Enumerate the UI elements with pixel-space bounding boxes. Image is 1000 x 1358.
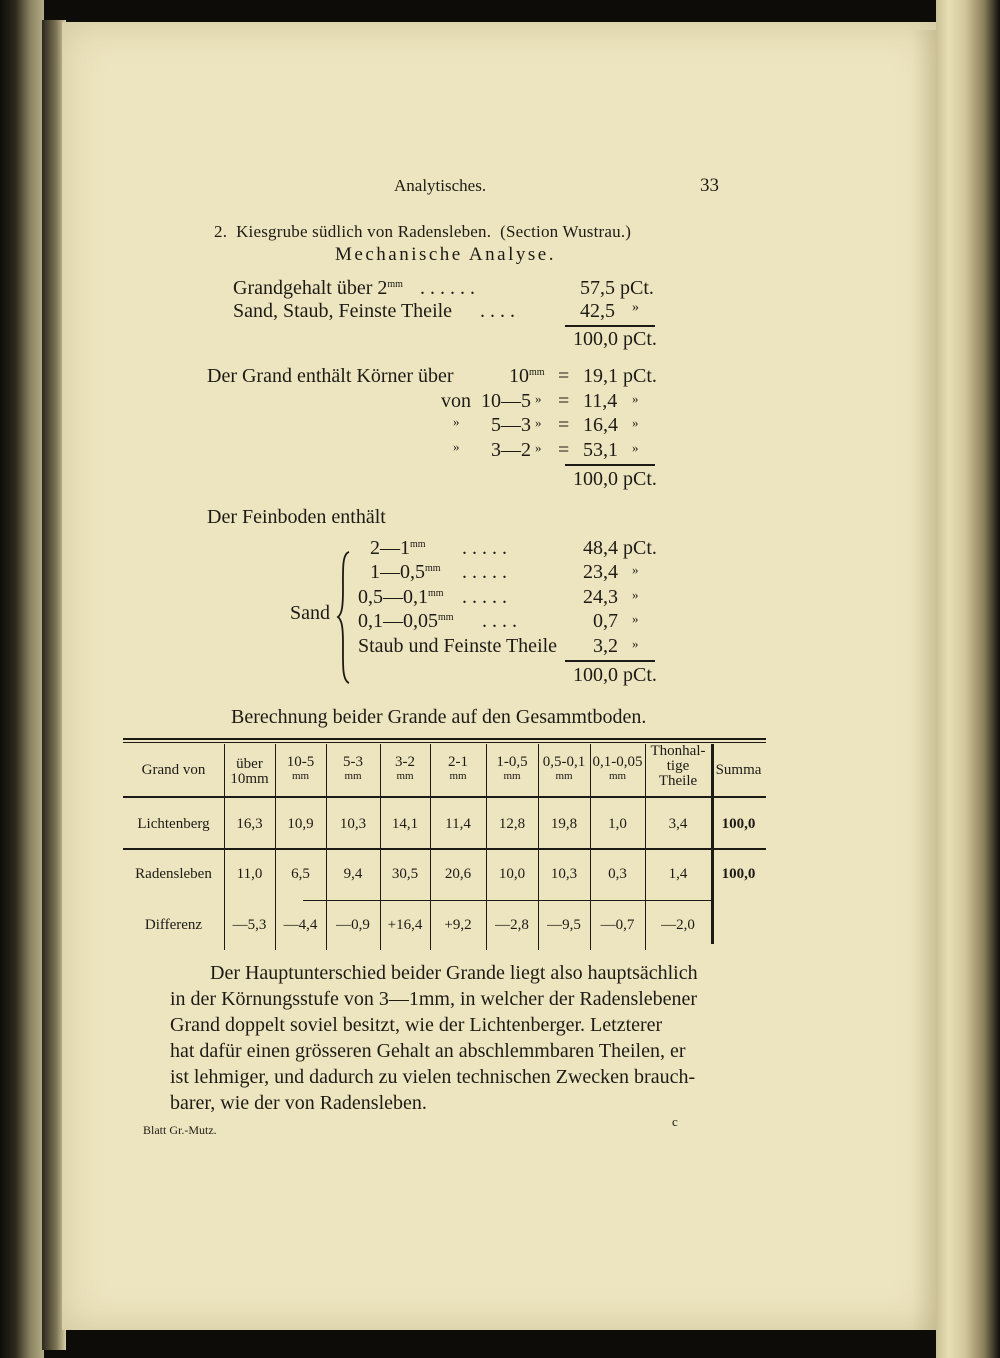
table-value-cell: 16,3 [236, 816, 263, 832]
grand-row-range: 10—5 [481, 390, 531, 412]
sum-rule [565, 464, 655, 466]
grand-row-eq: = [558, 390, 570, 412]
ditto-mark: » [632, 562, 639, 577]
table-value-cell: 1,0 [608, 816, 627, 832]
fein-total: 100,0 pCt. [573, 664, 657, 686]
table-header-cell: 3-2 mm [395, 754, 415, 782]
fein-row-value: 48,4 pCt. [583, 537, 657, 559]
page-edge-right [936, 0, 1000, 1358]
ditto-mark: » [632, 300, 639, 315]
grand-total: 100,0 pCt. [573, 468, 657, 490]
ditto-mark: » [535, 440, 542, 455]
ditto-mark: » [632, 636, 639, 651]
table-caption: Berechnung beider Grande auf den Gesammtboden. [231, 706, 647, 728]
mech-total: 100,0 pCt. [573, 328, 657, 350]
page-number: 33 [700, 175, 719, 196]
mech-dots: . . . . . . [420, 277, 475, 299]
grand-row-value: 53,1 [583, 439, 618, 461]
running-title: Analytisches. [394, 176, 487, 195]
table-value-cell: —0,9 [336, 917, 370, 933]
table-value-cell: 1,4 [668, 866, 688, 882]
ditto-mark: » [632, 391, 639, 406]
table-value-cell: +16,4 [387, 917, 423, 933]
grand-row-prefix: » [453, 414, 460, 429]
conclusion-paragraph [170, 960, 722, 1116]
paragraph-line: Der Hauptunterschied beider Grande liegt also hauptsächlich [210, 962, 698, 984]
fein-row-dots: . . . . [482, 610, 517, 632]
table-value-cell: —4,4 [283, 917, 318, 933]
grand-row-eq: = [558, 414, 570, 436]
table-value-cell: 12,8 [498, 816, 526, 832]
table-value-cell: 10,9 [287, 816, 314, 832]
grand-row-eq: = [558, 365, 570, 387]
fein-row-dots: . . . . . [462, 537, 507, 559]
ditto-mark: » [632, 440, 639, 455]
grand-row-value: 11,4 [583, 390, 618, 412]
table-value-cell: —5,3 [232, 917, 267, 933]
paragraph-line: barer, wie der von Radensleben. [170, 1092, 427, 1114]
paragraph-line: in der Körnungsstufe von 3—1mm, in welcher der Radenslebener [170, 988, 698, 1010]
table-header-cell: Thonhal- tige Theile [650, 743, 706, 789]
table-header-cell: 0,1-0,05 mm [592, 754, 643, 782]
grand-row-eq: = [558, 439, 570, 461]
fein-row-range: $0,5—0,1^{mm}$ [358, 586, 444, 608]
fein-row-value: 23,4 [583, 561, 618, 583]
printer-signature: c [672, 1114, 678, 1129]
table-value-cell: —0,7 [600, 917, 635, 933]
table-value-cell: 10,3 [339, 816, 367, 832]
left-page-edge [0, 0, 44, 1358]
fein-row-range: $2—1^{mm}$ [370, 537, 426, 559]
table-value-cell: —9,5 [547, 917, 581, 933]
table-value-cell: 19,8 [550, 816, 578, 832]
fein-row-value: 3,2 [593, 635, 618, 657]
table-value-cell: 11,0 [236, 866, 263, 882]
fein-row-range: $0,1—0,05^{mm}$ [358, 610, 454, 632]
fein-row-value: 24,3 [583, 586, 618, 608]
table-value-cell: 100,0 [721, 816, 756, 832]
mech-value-grand: 57,5 pCt. [580, 277, 654, 299]
grand-row-prefix: » [453, 439, 460, 454]
table-value-cell: 6,5 [291, 866, 310, 882]
table-value-cell: 10,0 [498, 866, 526, 882]
table-value-cell: 30,5 [391, 866, 419, 882]
grand-row-value: 16,4 [583, 414, 618, 436]
sand-label: Sand [290, 602, 330, 624]
mech-row-sand: Sand, Staub, Feinste Theile [233, 300, 453, 322]
fein-row-dots: . . . . . [462, 561, 507, 583]
grand-row-range: $10^{mm}$ [509, 365, 545, 387]
sum-rule [565, 660, 655, 662]
section-subtitle: Mechanische Analyse. [335, 244, 556, 265]
ditto-mark: » [535, 415, 542, 430]
table-value-cell: 11,4 [445, 816, 471, 832]
ditto-mark: » [535, 391, 542, 406]
table-header-cell: 5-3 mm [343, 754, 363, 782]
mech-row-grand: Grandgehalt über $2^{mm}$ [233, 277, 403, 299]
table-value-cell: 14,1 [391, 816, 419, 832]
table-value-cell: —2,0 [661, 917, 695, 933]
grand-row-value: 19,1 pCt. [583, 365, 657, 387]
mech-value-sand: 42,5 [580, 300, 615, 322]
ditto-mark: » [632, 611, 639, 626]
table-header-cell: 1-0,5 mm [496, 754, 528, 782]
table-value-cell: —2,8 [495, 917, 529, 933]
fein-intro: Der Feinboden enthält [207, 506, 386, 528]
mech-dots: . . . . [480, 300, 515, 322]
table-header-cell: 0,5-0,1 mm [542, 754, 586, 782]
paragraph-line: Grand doppelt soviel besitzt, wie der Lichtenberger. Letzterer [170, 1014, 663, 1036]
ditto-mark: » [632, 415, 639, 430]
table-header-cell: Grand von [141, 762, 206, 778]
table-row-label: Lichtenberg [137, 816, 210, 832]
table-value-cell: 20,6 [444, 866, 472, 882]
fein-row-dots: . . . . . [462, 586, 507, 608]
grand-row-range: 5—3 [491, 414, 531, 436]
paragraph-line: hat dafür einen grösseren Gehalt an abschlemmbaren Theilen, er [170, 1040, 686, 1062]
paragraph-line: ist lehmiger, und dadurch zu vielen technischen Zwecken brauch- [170, 1066, 696, 1088]
grand-row-range: 3—2 [491, 439, 531, 461]
table-value-cell: 9,4 [343, 866, 363, 882]
table-value-cell: 10,3 [550, 866, 578, 882]
fein-row-range: $1—0,5^{mm}$ [370, 561, 441, 583]
section-title: 2. Kiesgrube südlich von Radensleben. (Section Wustrau.) [214, 222, 632, 241]
table-value-cell: 0,3 [608, 866, 627, 882]
sand-brace [336, 550, 352, 685]
table-value-cell: +9,2 [444, 917, 472, 933]
grand-row-prefix: von [441, 390, 471, 412]
table-header-cell: Summa [715, 762, 762, 778]
sum-rule [565, 325, 655, 327]
fein-row-value: 0,7 [593, 610, 618, 632]
ditto-mark: » [632, 587, 639, 602]
table-value-cell: 3,4 [668, 816, 688, 832]
grand-intro: Der Grand enthält Körner über [207, 365, 454, 387]
table-header-cell: über 10mm [230, 756, 269, 787]
table-header-cell: 2-1 mm [448, 754, 468, 782]
sheet-footnote: Blatt Gr.-Mutz. [143, 1123, 217, 1137]
table-row-label: Radensleben [135, 866, 212, 882]
table-value-cell: 100,0 [721, 866, 756, 882]
table-header-cell: 10-5 mm [286, 754, 315, 782]
fein-row-range: Staub und Feinste Theile [358, 635, 558, 657]
table-row-label: Differenz [144, 917, 203, 933]
